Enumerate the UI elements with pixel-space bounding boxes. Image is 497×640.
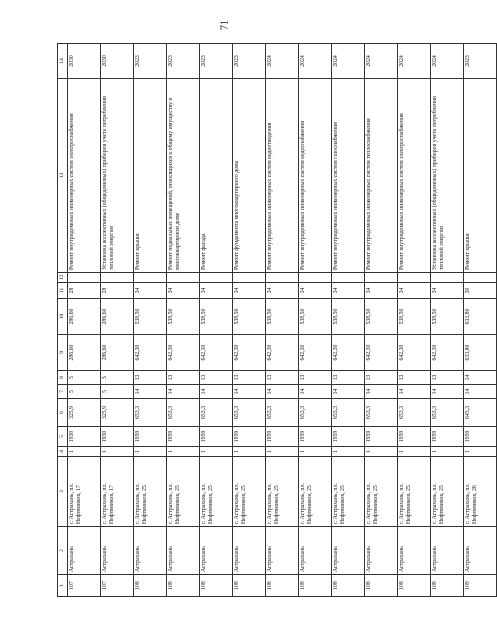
table-cell-c3: г. Астрахань, пл. Нефтяников, 25 bbox=[299, 457, 332, 527]
table-row bbox=[299, 44, 332, 597]
table-cell-c10: 538,50 bbox=[332, 299, 365, 335]
table-cell-c4: 1 bbox=[101, 447, 134, 457]
table-cell-c11: 34 bbox=[233, 283, 266, 299]
table-cell-c12 bbox=[332, 273, 365, 283]
table-cell-c2: Астрахань bbox=[431, 527, 464, 575]
table-cell-c4: 1 bbox=[299, 447, 332, 457]
table-cell-c13: Ремонт внутридомовых инженерных систем водоотведения bbox=[266, 79, 299, 273]
table-cell-c3: г. Астрахань, пл. Нефтяников, 25 bbox=[266, 457, 299, 527]
table-cell-c13: Ремонт крыши bbox=[134, 79, 167, 273]
table-cell-c6: 653,3 bbox=[134, 399, 167, 427]
table-cell-c1: 108 bbox=[332, 575, 365, 597]
table-cell-c12 bbox=[233, 273, 266, 283]
table-cell-c12 bbox=[167, 273, 200, 283]
table-cell-c2: Астрахань bbox=[266, 527, 299, 575]
table-cell-c10: 538,50 bbox=[299, 299, 332, 335]
col-header: 6 bbox=[58, 399, 68, 427]
table-cell-c13: Установка коллективных (общедомовых) приборов учета потребления тепловой энергии bbox=[101, 79, 134, 273]
table-cell-c3: г. Астрахань, пл. Нефтяников, 26 bbox=[464, 457, 497, 527]
table-row bbox=[68, 44, 101, 597]
table-cell-c10: 538,50 bbox=[134, 299, 167, 335]
table-cell-c2: Астрахань bbox=[299, 527, 332, 575]
table-cell-c3: г. Астрахань, пл. Нефтяников, 25 bbox=[200, 457, 233, 527]
table-cell-c3: г. Астрахань, пл. Нефтяников, 25 bbox=[398, 457, 431, 527]
table-row bbox=[101, 44, 134, 597]
column-number-header bbox=[58, 44, 68, 597]
col-header: 12 bbox=[58, 273, 68, 283]
table-cell-c6: 653,3 bbox=[266, 399, 299, 427]
table-cell-c8: 13 bbox=[266, 371, 299, 385]
table-row bbox=[266, 44, 299, 597]
table-cell-c14: 2030 bbox=[68, 44, 101, 79]
table-cell-c8: 13 bbox=[200, 371, 233, 385]
capital-repair-table bbox=[57, 43, 497, 597]
table-row bbox=[365, 44, 398, 597]
table-cell-c8: 13 bbox=[299, 371, 332, 385]
table-cell-c13: Ремонт фасада bbox=[200, 79, 233, 273]
table-cell-c13: Ремонт фундамента многоквартирного дома bbox=[233, 79, 266, 273]
table-cell-c3: г. Астрахань, пл. Нефтяников, 25 bbox=[332, 457, 365, 527]
table-cell-c4: 1 bbox=[68, 447, 101, 457]
table-cell-c1: 108 bbox=[200, 575, 233, 597]
table-cell-c6: 653,3 bbox=[365, 399, 398, 427]
table-row bbox=[464, 44, 497, 597]
table-cell-c14: 2024 bbox=[365, 44, 398, 79]
table-row bbox=[431, 44, 464, 597]
table-cell-c7: 14 bbox=[464, 385, 497, 399]
table-cell-c7: 14 bbox=[299, 385, 332, 399]
table-cell-c1: 107 bbox=[101, 575, 134, 597]
col-header: 3 bbox=[58, 457, 68, 527]
table-cell-c6: 653,3 bbox=[200, 399, 233, 427]
table-cell-c8: 13 bbox=[167, 371, 200, 385]
table-cell-c3: г. Астрахань, пл. Нефтяников, 25 bbox=[134, 457, 167, 527]
table-cell-c8: 13 bbox=[134, 371, 167, 385]
table-cell-c7: 14 bbox=[365, 385, 398, 399]
table-cell-c13: Ремонт внутридомовых инженерных систем электроснабжения bbox=[398, 79, 431, 273]
table-cell-c9: 633,80 bbox=[464, 335, 497, 371]
table-row bbox=[398, 44, 431, 597]
table-cell-c9: 642,30 bbox=[134, 335, 167, 371]
table-cell-c11: 34 bbox=[200, 283, 233, 299]
table-cell-c4: 1 bbox=[332, 447, 365, 457]
col-header: 5 bbox=[58, 427, 68, 447]
table-cell-c9: 642,30 bbox=[431, 335, 464, 371]
col-header: 8 bbox=[58, 371, 68, 385]
table-cell-c6: 653,3 bbox=[233, 399, 266, 427]
table-cell-c2: Астрахань bbox=[167, 527, 200, 575]
table-cell-c1: 107 bbox=[68, 575, 101, 597]
table-cell-c11: 28 bbox=[101, 283, 134, 299]
table-cell-c6: 653,3 bbox=[398, 399, 431, 427]
table-cell-c14: 2023 bbox=[167, 44, 200, 79]
table-cell-c3: г. Астрахань, пл. Нефтяников, 17 bbox=[68, 457, 101, 527]
table-cell-c5: 1959 bbox=[431, 427, 464, 447]
table-cell-c8: 5 bbox=[101, 371, 134, 385]
col-header: 13 bbox=[58, 79, 68, 273]
table-cell-c5: 1959 bbox=[464, 427, 497, 447]
table-cell-c8: 13 bbox=[233, 371, 266, 385]
table-cell-c2: Астрахань bbox=[68, 527, 101, 575]
table-cell-c8: 5 bbox=[68, 371, 101, 385]
table-cell-c2: Астрахань bbox=[200, 527, 233, 575]
table-cell-c14: 2023 bbox=[200, 44, 233, 79]
table-cell-c13: Ремонт крыши bbox=[464, 79, 497, 273]
table-cell-c14: 2023 bbox=[134, 44, 167, 79]
col-header: 4 bbox=[58, 447, 68, 457]
table-cell-c12 bbox=[134, 273, 167, 283]
table-cell-c13: Ремонт внутридомовых инженерных систем водоснабжения bbox=[299, 79, 332, 273]
table-cell-c1: 108 bbox=[233, 575, 266, 597]
table-cell-c6: 325,9 bbox=[68, 399, 101, 427]
table-cell-c4: 1 bbox=[134, 447, 167, 457]
table-cell-c5: 1959 bbox=[398, 427, 431, 447]
table-cell-c10: 538,50 bbox=[167, 299, 200, 335]
table-cell-c10: 538,50 bbox=[266, 299, 299, 335]
table-cell-c11: 34 bbox=[365, 283, 398, 299]
table-cell-c9: 642,30 bbox=[266, 335, 299, 371]
table-cell-c9: 642,30 bbox=[233, 335, 266, 371]
table-cell-c5: 1959 bbox=[167, 427, 200, 447]
table-cell-c9: 642,30 bbox=[398, 335, 431, 371]
table-cell-c8: 14 bbox=[464, 371, 497, 385]
table-cell-c1: 108 bbox=[365, 575, 398, 597]
col-header: 1 bbox=[58, 575, 68, 597]
table-cell-c11: 34 bbox=[431, 283, 464, 299]
page-number bbox=[200, 10, 250, 40]
table-row bbox=[233, 44, 266, 597]
table-cell-c11: 28 bbox=[68, 283, 101, 299]
table-cell-c5: 1959 bbox=[266, 427, 299, 447]
table-cell-c12 bbox=[398, 273, 431, 283]
table-cell-c14: 2023 bbox=[233, 44, 266, 79]
table-cell-c3: г. Астрахань, пл. Нефтяников, 25 bbox=[167, 457, 200, 527]
table-cell-c12 bbox=[365, 273, 398, 283]
table-cell-c9: 642,30 bbox=[167, 335, 200, 371]
table-cell-c5: 1959 bbox=[332, 427, 365, 447]
table-row bbox=[167, 44, 200, 597]
table-cell-c4: 1 bbox=[398, 447, 431, 457]
table-cell-c14: 2023 bbox=[464, 44, 497, 79]
table-cell-c2: Астрахань bbox=[398, 527, 431, 575]
table-cell-c9: 642,30 bbox=[200, 335, 233, 371]
table-cell-c4: 1 bbox=[365, 447, 398, 457]
table-cell-c11: 34 bbox=[299, 283, 332, 299]
table-cell-c9: 642,30 bbox=[365, 335, 398, 371]
table-cell-c10: 538,50 bbox=[365, 299, 398, 335]
table-cell-c1: 108 bbox=[134, 575, 167, 597]
table-cell-c4: 1 bbox=[464, 447, 497, 457]
table-cell-c4: 1 bbox=[266, 447, 299, 457]
table-cell-c1: 109 bbox=[464, 575, 497, 597]
table-cell-c11: 34 bbox=[167, 283, 200, 299]
table-cell-c5: 1959 bbox=[200, 427, 233, 447]
table-cell-c3: г. Астрахань, пл. Нефтяников, 25 bbox=[431, 457, 464, 527]
table-cell-c5: 1930 bbox=[101, 427, 134, 447]
table-cell-c10: 538,50 bbox=[398, 299, 431, 335]
table-cell-c8: 13 bbox=[365, 371, 398, 385]
table-cell-c4: 1 bbox=[431, 447, 464, 457]
table-cell-c6: 653,3 bbox=[431, 399, 464, 427]
table-cell-c12 bbox=[101, 273, 134, 283]
table-cell-c10: 633,80 bbox=[464, 299, 497, 335]
table-cell-c7: 14 bbox=[200, 385, 233, 399]
table-cell-c14: 2024 bbox=[332, 44, 365, 79]
col-header: 9 bbox=[58, 335, 68, 371]
table-cell-c1: 108 bbox=[299, 575, 332, 597]
table-cell-c12 bbox=[299, 273, 332, 283]
table-cell-c3: г. Астрахань, пл. Нефтяников, 25 bbox=[365, 457, 398, 527]
table-cell-c10: 286,60 bbox=[101, 299, 134, 335]
col-header: 7 bbox=[58, 385, 68, 399]
table-cell-c6: 325,9 bbox=[101, 399, 134, 427]
col-header: 11 bbox=[58, 283, 68, 299]
table-cell-c13: Ремонт внутридомовых инженерных систем электроснабжения bbox=[68, 79, 101, 273]
table-cell-c1: 108 bbox=[398, 575, 431, 597]
table-row bbox=[200, 44, 233, 597]
table-cell-c5: 1959 bbox=[365, 427, 398, 447]
table-cell-c14: 2024 bbox=[299, 44, 332, 79]
table-cell-c10: 538,50 bbox=[431, 299, 464, 335]
col-header: 14 bbox=[58, 44, 68, 79]
table-cell-c3: г. Астрахань, пл. Нефтяников, 25 bbox=[233, 457, 266, 527]
table-cell-c12 bbox=[200, 273, 233, 283]
table-cell-c1: 108 bbox=[167, 575, 200, 597]
table-cell-c11: 30 bbox=[464, 283, 497, 299]
table-cell-c8: 13 bbox=[398, 371, 431, 385]
table-cell-c14: 2030 bbox=[101, 44, 134, 79]
table-cell-c6: 645,3 bbox=[464, 399, 497, 427]
table-cell-c13: Установка коллективных (общедомовых) приборов учета потребления тепловой энергии bbox=[431, 79, 464, 273]
table-cell-c14: 2024 bbox=[431, 44, 464, 79]
table-cell-c3: г. Астрахань, пл. Нефтяников, 17 bbox=[101, 457, 134, 527]
table-cell-c5: 1930 bbox=[68, 427, 101, 447]
table-cell-c2: Астрахань bbox=[233, 527, 266, 575]
table-cell-c11: 34 bbox=[332, 283, 365, 299]
table-cell-c2: Астрахань bbox=[464, 527, 497, 575]
table-cell-c5: 1959 bbox=[134, 427, 167, 447]
table-cell-c10: 538,50 bbox=[233, 299, 266, 335]
table-cell-c1: 108 bbox=[266, 575, 299, 597]
table-cell-c2: Астрахань bbox=[365, 527, 398, 575]
table-cell-c7: 14 bbox=[266, 385, 299, 399]
table-cell-c6: 653,3 bbox=[332, 399, 365, 427]
table-cell-c8: 13 bbox=[332, 371, 365, 385]
table-cell-c4: 1 bbox=[233, 447, 266, 457]
col-header: 10 bbox=[58, 299, 68, 335]
table-cell-c5: 1959 bbox=[233, 427, 266, 447]
rotated-table-sheet bbox=[57, 44, 478, 597]
table-cell-c10: 538,50 bbox=[200, 299, 233, 335]
table-row bbox=[332, 44, 365, 597]
table-cell-c2: Астрахань bbox=[332, 527, 365, 575]
table-cell-c7: 14 bbox=[167, 385, 200, 399]
table-row bbox=[134, 44, 167, 597]
table-cell-c14: 2024 bbox=[398, 44, 431, 79]
table-cell-c9: 286,60 bbox=[68, 335, 101, 371]
table-cell-c13: Ремонт внутридомовых инженерных систем газоснабжения bbox=[332, 79, 365, 273]
table-cell-c6: 653,3 bbox=[299, 399, 332, 427]
table-cell-c10: 286,60 bbox=[68, 299, 101, 335]
table-cell-c7: 14 bbox=[233, 385, 266, 399]
table-cell-c1: 108 bbox=[431, 575, 464, 597]
table-cell-c7: 5 bbox=[101, 385, 134, 399]
table-cell-c8: 13 bbox=[431, 371, 464, 385]
table-cell-c11: 34 bbox=[266, 283, 299, 299]
table-cell-c2: Астрахань bbox=[101, 527, 134, 575]
table-cell-c7: 14 bbox=[332, 385, 365, 399]
table-cell-c12 bbox=[266, 273, 299, 283]
table-cell-c7: 14 bbox=[431, 385, 464, 399]
table-cell-c13: Ремонт внутридомовых инженерных систем теплоснабжения bbox=[365, 79, 398, 273]
table-cell-c14: 2024 bbox=[266, 44, 299, 79]
table-cell-c11: 34 bbox=[398, 283, 431, 299]
table-cell-c5: 1959 bbox=[299, 427, 332, 447]
table-cell-c7: 14 bbox=[398, 385, 431, 399]
table-cell-c9: 642,30 bbox=[299, 335, 332, 371]
col-header: 2 bbox=[58, 527, 68, 575]
page-number-text: 71 bbox=[219, 20, 231, 30]
table-cell-c6: 653,3 bbox=[167, 399, 200, 427]
table-cell-c7: 14 bbox=[134, 385, 167, 399]
table-cell-c12 bbox=[68, 273, 101, 283]
table-cell-c4: 1 bbox=[167, 447, 200, 457]
table-cell-c12 bbox=[431, 273, 464, 283]
table-cell-c13: Ремонт подвальных помещений, относящихся к общему имуществу в многоквартирном доме bbox=[167, 79, 200, 273]
table-cell-c12 bbox=[464, 273, 497, 283]
table-cell-c7: 5 bbox=[68, 385, 101, 399]
table-cell-c11: 34 bbox=[134, 283, 167, 299]
table-cell-c9: 642,30 bbox=[332, 335, 365, 371]
table-cell-c2: Астрахань bbox=[134, 527, 167, 575]
table-cell-c4: 1 bbox=[200, 447, 233, 457]
table-cell-c9: 286,60 bbox=[101, 335, 134, 371]
